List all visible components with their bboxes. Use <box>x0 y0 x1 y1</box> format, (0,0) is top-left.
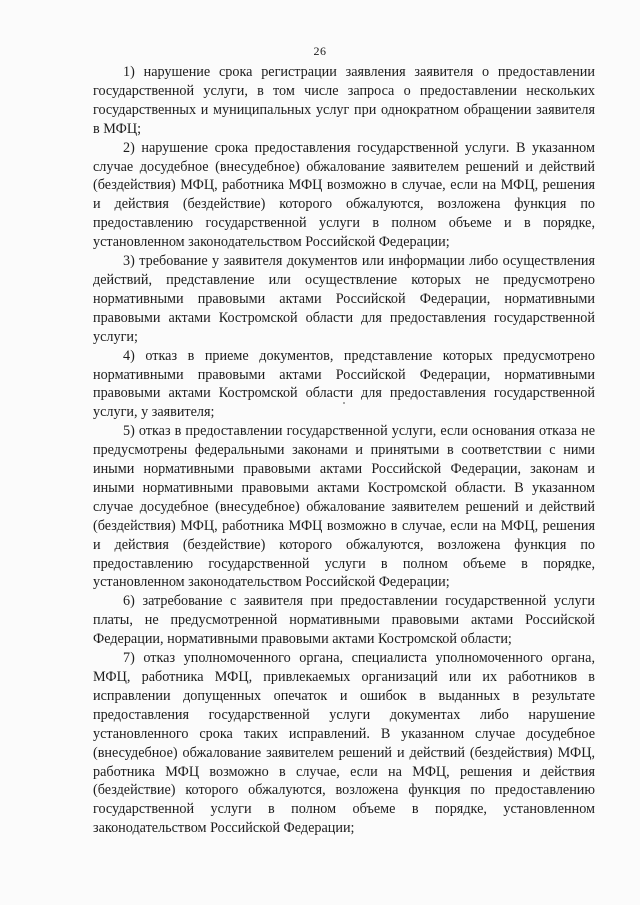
scan-speck <box>343 402 345 404</box>
paragraph-item-3: 3) требование у заявителя документов или информации либо осуществления действий, представление или осуществление которых не предусмотрено нормативными правовыми актами Российской Федерации, нормативными правовыми актами Костромской области для предоставления государственной услуги; <box>93 253 595 345</box>
page-number: 26 <box>313 44 327 58</box>
paragraph-item-4: 4) отказ в приеме документов, представление которых предусмотрено нормативными правовыми актами Российской Федерации, нормативными правовыми актами Костромской области для предоставления государственной услуги, у заявителя; <box>93 347 595 421</box>
paragraph-item-1: 1) нарушение срока регистрации заявления заявителя о предоставлении государственной услуги, в том числе запроса о предоставлении нескольких государственных и муниципальных услуг при однократном обращении заявителя в МФЦ; <box>93 64 595 137</box>
paragraph-item-5: 5) отказ в предоставлении государственной услуги, если основания отказа не предусмотрены федеральными законами и принятыми в соответствии с ними иными нормативными правовыми актами Российской Федерации, законам и иными нормативными правовыми актами Костромской области. В указанном случае досудебное (внесудебное) обжалование заявителем решений и действий (бездействия) МФЦ, работника МФЦ возможно в случае, если на МФЦ, решения и действия (бездействие) которого обжалуются, возложена функция по предоставлению государственной услуги в полном объеме в порядке, установленном законодательством Российской Федерации; <box>93 423 595 591</box>
document-body <box>93 63 595 838</box>
paragraph-item-7: 7) отказ уполномоченного органа, специалиста уполномоченного органа, МФЦ, работника МФЦ, привлекаемых организаций или их работников в исправлении допущенных опечаток и ошибок в выданных в результате предоставления государственной услуги документах либо нарушение установленного срока таких исправлений. В указанном случае досудебное (внесудебное) обжалование заявителем решений и действий (бездействия) МФЦ, работника МФЦ возможно в случае, если на МФЦ, решения и действия (бездействие) которого обжалуются, возложена функция по предоставлению государственной услуги в полном объеме в порядке, установленном законодательством Российской Федерации; <box>93 650 595 837</box>
paragraph-item-6: 6) затребование с заявителя при предоставлении государственной услуги платы, не предусмотренной нормативными правовыми актами Российской Федерации, нормативными правовыми актами Костромской области; <box>93 593 595 648</box>
paragraph-item-2: 2) нарушение срока предоставления государственной услуги. В указанном случае досудебное (внесудебное) обжалование заявителем решений и действий (бездействия) МФЦ, работника МФЦ возможно в случае, если на МФЦ, решения и действия (бездействие) которого обжалуются, возложена функция по предоставлению государственной услуги в полном объеме и в порядке, установленном законодательством Российской Федерации; <box>93 139 595 251</box>
